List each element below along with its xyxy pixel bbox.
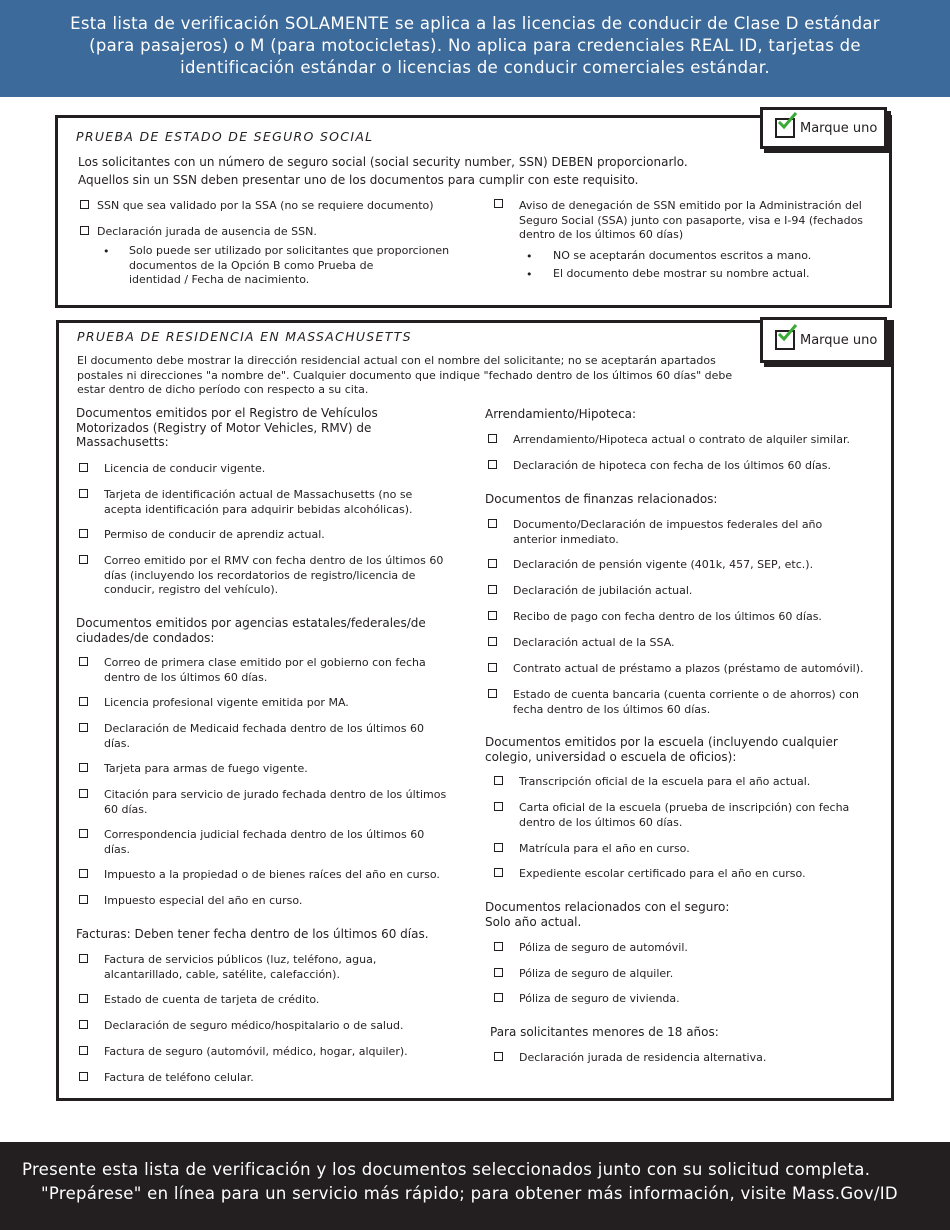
item-line: días. [104, 736, 131, 750]
item-line: Declaración de jubilación actual. [513, 584, 693, 597]
checklist-item [513, 518, 822, 547]
checkbox[interactable] [79, 723, 88, 732]
item-line: Carta oficial de la escuela (prueba de inscripción) con fecha [519, 801, 850, 814]
checkbox[interactable] [494, 942, 503, 951]
checkbox[interactable] [494, 199, 503, 208]
checkbox[interactable] [79, 1020, 88, 1029]
title-line: Documentos emitidos por el Registro de Vehículos [76, 406, 378, 420]
marque-uno-residence [760, 317, 887, 363]
ssn-option: Declaración jurada de ausencia de SSN. [97, 225, 317, 238]
minor-title [490, 1025, 719, 1040]
item-line: dentro de los últimos 60 días. [519, 815, 683, 829]
item-line: Correspondencia judicial fechada dentro de los últimos 60 [104, 828, 425, 841]
item-line: Declaración de Medicaid fechada dentro de los últimos 60 [104, 722, 425, 735]
bullet: • [103, 245, 110, 258]
checklist-item [104, 462, 265, 477]
checklist-item [519, 992, 680, 1007]
checklist-item [513, 433, 850, 448]
checklist-item [104, 1071, 254, 1086]
item-line: Transcripción oficial de la escuela para el año actual. [519, 775, 811, 788]
title-line: Massachusetts: [76, 435, 169, 449]
ssn-option [519, 199, 863, 243]
title-line: Para solicitantes menores de 18 años: [490, 1025, 719, 1039]
item-line: Permiso de conducir de aprendiz actual. [104, 528, 325, 541]
item-line: fecha dentro de los últimos 60 días. [513, 702, 711, 716]
checklist-item [104, 1019, 403, 1034]
checklist-item [513, 610, 822, 625]
checkbox[interactable] [488, 637, 497, 646]
note-line: identidad / Fecha de nacimiento. [129, 273, 310, 286]
item-line: Declaración de hipoteca con fecha de los últimos 60 días. [513, 459, 831, 472]
title-line: Facturas: Deben tener fecha dentro de los últimos 60 días. [76, 927, 429, 941]
item-line: Póliza de seguro de automóvil. [519, 941, 688, 954]
residence-intro [77, 354, 732, 398]
checklist-item [519, 867, 806, 882]
checkbox[interactable] [79, 1046, 88, 1055]
checkbox[interactable] [494, 968, 503, 977]
checklist-item [519, 801, 849, 830]
marque-uno-ssn [760, 107, 887, 149]
item-line: Declaración de pensión vigente (401k, 457, SEP, etc.). [513, 558, 814, 571]
item-line: Declaración actual de la SSA. [513, 636, 675, 649]
checkbox[interactable] [494, 868, 503, 877]
checklist-item [513, 459, 831, 474]
item-line: días (incluyendo los recordatorios de registro/licencia de [104, 568, 416, 582]
checklist-item [519, 941, 688, 956]
checklist-item [104, 868, 440, 883]
item-line: Licencia de conducir vigente. [104, 462, 266, 475]
checklist-item [104, 656, 426, 685]
bills-title [76, 927, 429, 942]
ssn-note [129, 244, 449, 288]
ssn-note: El documento debe mostrar su nombre actual. [553, 267, 810, 280]
title-line: colegio, universidad o escuela de oficios): [485, 749, 737, 764]
residence-title: PRUEBA DE RESIDENCIA EN MASSACHUSETTS [77, 329, 412, 344]
checkbox[interactable] [79, 954, 88, 963]
option-line: dentro de los últimos 60 días) [519, 228, 684, 241]
checkbox[interactable] [494, 843, 503, 852]
checkbox[interactable] [488, 559, 497, 568]
checkbox[interactable] [494, 776, 503, 785]
item-line: conducir, registro del vehículo). [104, 583, 279, 596]
checklist-item [104, 894, 302, 909]
item-line: Tarjeta para armas de fuego vigente. [104, 762, 308, 775]
checkbox[interactable] [79, 529, 88, 538]
title-line: Documentos de finanzas relacionados: [485, 492, 718, 506]
checkbox[interactable] [79, 1072, 88, 1081]
checkbox[interactable] [79, 697, 88, 706]
ssn-intro-line: Los solicitantes con un número de seguro social (social security number, SSN) DEBEN proporcionarlo. [78, 155, 688, 169]
item-line: Contrato actual de préstamo a plazos (préstamo de automóvil). [513, 662, 864, 675]
ssn-intro-line: Aquellos sin un SSN deben presentar uno de los documentos para cumplir con este requisito. [78, 173, 639, 187]
checkbox[interactable] [488, 611, 497, 620]
banner-line: (para pasajeros) o M (para motocicletas). No aplica para credenciales REAL ID, tarjetas de [89, 36, 861, 55]
checklist-item [513, 688, 859, 717]
bullet: • [526, 268, 533, 281]
item-line: Póliza de seguro de vivienda. [519, 992, 680, 1005]
insurance-subtitle: Solo año actual. [485, 915, 582, 929]
banner-line: Esta lista de verificación SOLAMENTE se aplica a las licencias de conducir de Clase D estándar [70, 14, 880, 33]
bullet: • [526, 250, 533, 263]
item-line: Tarjeta de identificación actual de Massachusetts (no se [104, 488, 413, 501]
lease-title [485, 407, 636, 422]
ssn-option: SSN que sea validado por la SSA (no se requiere documento) [97, 199, 434, 212]
item-line: Factura de teléfono celular. [104, 1071, 254, 1084]
title-line: Documentos relacionados con el seguro: [485, 900, 730, 914]
option-line: Seguro Social (SSA) junto con pasaporte, visa e I-94 (fechados [519, 213, 864, 227]
item-line: Factura de servicios públicos (luz, teléfono, agua, [104, 953, 377, 966]
checklist-item [104, 722, 424, 751]
checklist-item [519, 842, 690, 857]
checkbox[interactable] [79, 657, 88, 666]
checkbox[interactable] [80, 200, 89, 209]
checklist-item [104, 828, 424, 857]
checkbox[interactable] [488, 460, 497, 469]
item-line: anterior inmediato. [513, 532, 619, 546]
title-line: Documentos emitidos por la escuela (incluyendo cualquier [485, 735, 838, 749]
checkbox[interactable] [494, 802, 503, 811]
note-line: documentos de la Opción B como Prueba de [129, 258, 374, 272]
agency-title [76, 616, 426, 645]
checkbox[interactable] [79, 789, 88, 798]
marque-label: Marque uno [800, 332, 878, 348]
item-line: Correo de primera clase emitido por el gobierno con fecha [104, 656, 426, 669]
item-line: Recibo de pago con fecha dentro de los últimos 60 días. [513, 610, 822, 623]
checklist-item [519, 775, 810, 790]
checkbox[interactable] [79, 555, 88, 564]
checklist-item [104, 993, 319, 1008]
ssn-note: NO se aceptarán documentos escritos a mano. [553, 249, 812, 262]
checklist-item [104, 1045, 408, 1060]
item-line: Declaración jurada de residencia alternativa. [519, 1051, 767, 1064]
option-line: Aviso de denegación de SSN emitido por la Administración del [519, 199, 862, 212]
checkbox[interactable] [79, 829, 88, 838]
item-line: días. [104, 842, 131, 856]
title-line: ciudades/de condados: [76, 630, 215, 645]
checklist-item [513, 584, 692, 599]
item-line: Impuesto especial del año en curso. [104, 894, 303, 907]
item-line: Licencia profesional vigente emitida por MA. [104, 696, 349, 709]
intro-line: postales ni direcciones "a nombre de". Cualquier documento que indique "fechado dentro de los últimos 60 días" debe [77, 368, 733, 382]
top-banner [0, 0, 950, 97]
checklist-item [104, 953, 376, 982]
checkbox[interactable] [488, 434, 497, 443]
item-line: Estado de cuenta de tarjeta de crédito. [104, 993, 320, 1006]
item-line: Correo emitido por el RMV con fecha dentro de los últimos 60 [104, 554, 444, 567]
title-line: Motorizados (Registry of Motor Vehicles, RMV) de [76, 420, 372, 435]
checkmark-icon [775, 118, 795, 138]
checkbox[interactable] [79, 763, 88, 772]
intro-line: El documento debe mostrar la dirección residencial actual con el nombre del solicitante; no se aceptarán apartados [77, 354, 716, 367]
item-line: Arrendamiento/Hipoteca actual o contrato de alquiler similar. [513, 433, 850, 446]
item-line: Expediente escolar certificado para el año en curso. [519, 867, 806, 880]
checkbox[interactable] [494, 993, 503, 1002]
ssn-title: PRUEBA DE ESTADO DE SEGURO SOCIAL [76, 129, 374, 144]
item-line: Documento/Declaración de impuestos federales del año [513, 518, 823, 531]
checkbox[interactable] [79, 895, 88, 904]
item-line: Factura de seguro (automóvil, médico, hogar, alquiler). [104, 1045, 408, 1058]
checkbox[interactable] [79, 994, 88, 1003]
title-line: Documentos emitidos por agencias estatales/federales/de [76, 616, 426, 630]
checklist-item [104, 762, 308, 777]
checkmark-icon [775, 330, 795, 350]
checklist-item [104, 788, 446, 817]
intro-line: estar dentro de dicho período con respecto a su cita. [77, 383, 369, 396]
checklist-item [519, 1051, 766, 1066]
banner-line: identificación estándar o licencias de conducir comerciales estándar. [180, 58, 770, 77]
checkbox[interactable] [488, 585, 497, 594]
checklist-item [104, 554, 443, 598]
checklist-item [104, 528, 325, 543]
checklist-item [104, 696, 349, 711]
checkbox[interactable] [79, 463, 88, 472]
note-line: Solo puede ser utilizado por solicitantes que proporcionen [129, 244, 450, 257]
insurance-title [485, 900, 729, 915]
item-line: Declaración de seguro médico/hospitalario o de salud. [104, 1019, 404, 1032]
item-line: Estado de cuenta bancaria (cuenta corriente o de ahorros) con [513, 688, 859, 701]
checklist-item [513, 636, 675, 651]
checkbox[interactable] [494, 1052, 503, 1061]
item-line: acepta identificación para adquirir bebidas alcohólicas). [104, 502, 413, 516]
marque-label: Marque uno [800, 120, 878, 136]
checkbox[interactable] [80, 226, 89, 235]
item-line: 60 días. [104, 802, 148, 816]
checklist-item [519, 967, 673, 982]
checklist-item [513, 662, 864, 677]
item-line: alcantarillado, cable, satélite, calefacción). [104, 967, 340, 981]
item-line: Matrícula para el año en curso. [519, 842, 690, 855]
checklist-item [513, 558, 813, 573]
title-line: Arrendamiento/Hipoteca: [485, 407, 637, 421]
item-line: Póliza de seguro de alquiler. [519, 967, 674, 980]
item-line: Impuesto a la propiedad o de bienes raíces del año en curso. [104, 868, 440, 881]
checkbox[interactable] [79, 869, 88, 878]
rmv-title [76, 406, 378, 450]
footer-line: "Prepárese" en línea para un servicio más rápido; para obtener más información, visite Mass.Gov/ID [41, 1184, 898, 1203]
checkbox[interactable] [488, 519, 497, 528]
checkbox[interactable] [488, 689, 497, 698]
footer-banner [0, 1142, 950, 1230]
item-line: Citación para servicio de jurado fechada dentro de los últimos [104, 788, 447, 801]
checkbox[interactable] [488, 663, 497, 672]
footer-line: Presente esta lista de verificación y los documentos seleccionados junto con su solicitud completa. [22, 1160, 871, 1179]
school-title [485, 735, 838, 764]
item-line: dentro de los últimos 60 días. [104, 670, 268, 684]
finance-title [485, 492, 717, 507]
checkbox[interactable] [79, 489, 88, 498]
checklist-item [104, 488, 413, 517]
